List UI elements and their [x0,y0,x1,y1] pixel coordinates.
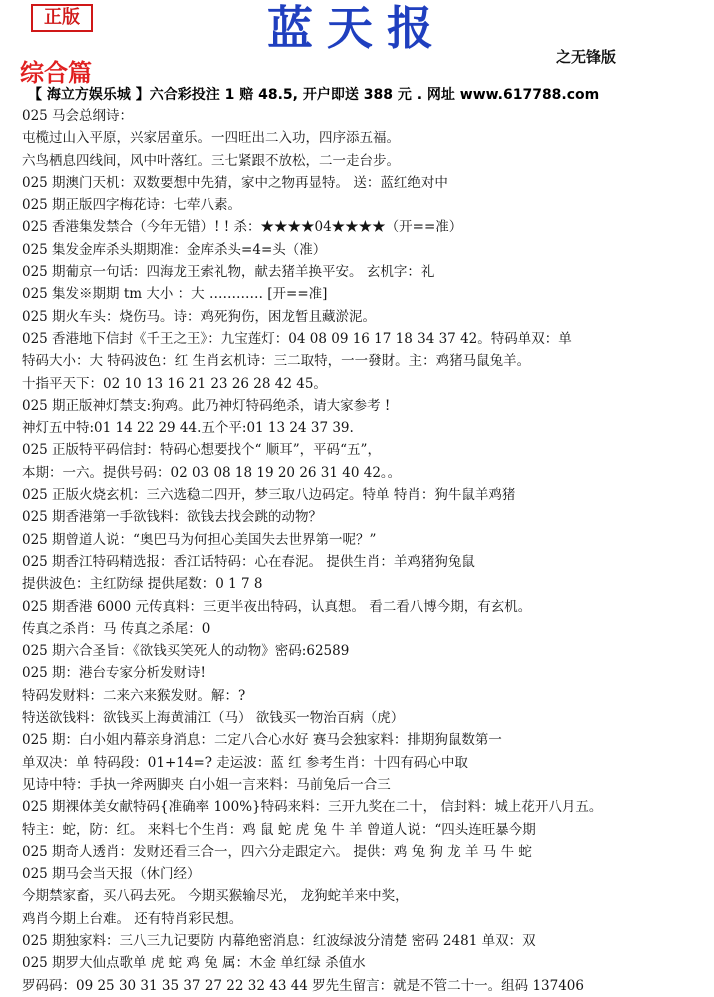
content-line: 传真之杀肖：马 传真之杀尾：0 [22,620,211,637]
content-line: 屯榄过山入平原，兴家居童乐。一四旺出二入功，四序添五福。 [22,130,400,147]
content-line: 025 香港地下信封《千王之王》：九宝莲灯：04 08 09 16 17 18 34 37 42。特码单双：单 [22,330,572,347]
content-line: 025 正版火烧玄机：三六选稳二四开，梦三取八边码定。特单 特肖：狗牛鼠羊鸡猪 [22,487,516,504]
content-line: 特送欲钱料：欲钱买上海黄浦江（马） 欲钱买一物治百病（虎） [22,710,405,727]
content-line: 025 期马会当天报（休门经） [22,866,201,883]
content-line: 025 期葡京一句话：四海龙王索礼物，献去猪羊换平安。 玄机字：礼 [22,264,435,281]
content-line: 特码大小：大 特码波色：红 生肖玄机诗：三二取特，一一發財。主：鸡猪马鼠兔羊。 [22,353,531,370]
content-line: 025 集发※期期 tm 大小 ：大 ………… [开==准] [22,286,328,303]
section-heading: 综合篇 [20,58,92,87]
content-line: 025 期：白小姐内幕亲身消息：二定八合心水好 赛马会独家料：排期狗鼠数第一 [22,732,502,749]
content-line: 罗码码：09 25 30 31 35 37 27 22 32 43 44 罗先生留言：就是不管二十一。组码 137406 [22,977,584,994]
content-line: 鸡肖今期上台难。 还有特肖彩民想。 [22,910,243,927]
content-line: 025 马会总纲诗： [22,108,134,124]
content-line: 025 期香港第一手欲钱料：欲钱去找会跳的动物？ [22,509,323,526]
content-line: 025 集发金库杀头期期准：金库杀头=4=头（准） [22,241,327,258]
content-line: 025 期裸体美女献特码{准确率 100%}特码来料：三开九奖在二十， 信封料：城上花开八月五。 [22,799,603,816]
content-line: 见诗中特：手执一斧两脚夹 白小姐一言来料：马前兔后一合三 [22,776,391,793]
content-line: 025 正版特平码信封：特码心想要找个“ 顺耳”，平码“五”， [22,442,381,459]
content-line: 特码发财料：二来六来猴发财。解：? [22,687,246,704]
content-line: 025 期正版四字梅花诗：七荦八素。 [22,197,242,214]
content-line: 025 期独家料：三八三九记要防 内幕绝密消息：红波绿波分清楚 密码 2481 单双：双 [22,932,536,949]
content-line: 神灯五中特:01 14 22 29 44.五个平:01 13 24 37 39. [22,420,354,437]
page-title: 蓝天报 [267,1,447,55]
ad-banner: 【 海立方娱乐城 】六合彩投注 1 赔 48.5, 开户即送 388 元 . 网址 www.617788.com [28,87,600,103]
content-line: 本期：一六。提供号码：02 03 08 18 19 20 26 31 40 42。。 [22,464,402,481]
edition-subtitle: 之无锋版 [556,48,617,66]
content-line: 025 期正版神灯禁支:狗鸡。此乃神灯特码绝杀，请大家参考 ! [22,397,391,414]
content-line: 025 期罗大仙点歌单 虎 蛇 鸡 兔 属：木金 单红绿 杀值水 [22,955,366,972]
content-line: 025 期：港台专家分析发财诗! [22,665,206,682]
content-line: 今期禁家畜，买八码去死。 今期买猴输尽光， 龙狗蛇羊来中奖， [22,888,409,905]
content-line: 025 期六合圣旨：《欲钱买笑死人的动物》密码:62589 [22,643,350,660]
content-line: 提供波色：主红防绿 提供尾数：0 1 7 8 [22,576,263,593]
authentic-stamp: 正版 [31,4,93,32]
content-line: 025 期澳门天机：双数要想中先猜，家中之物再显特。 送：蓝红绝对中 [22,174,448,191]
content-line: 十指平天下：02 10 13 16 21 23 26 28 42 45。 [22,375,327,392]
content-line: 025 期香江特码精选报：香江话特码：心在春泥。 提供生肖：羊鸡猪狗兔鼠 [22,553,475,570]
content-line: 025 期奇人透肖：发财还看三合一，四六分走跟定六。 提供：鸡 兔 狗 龙 羊 马 牛 蛇 [22,843,532,860]
content-line: 025 期曾道人说：“奥巴马为何担心美国失去世界第一呢？” [22,531,377,548]
content-line: 025 期香港 6000 元传真料：三更半夜出特码，认真想。 看二看八博今期，有玄机。 [22,598,532,615]
content-line: 六鸟栖息四线间，风中叶落红。三七紧跟不放松，二一走台步。 [22,152,400,169]
content-line: 单双决：单 特码段：01+14=? 走运波：蓝 红 参考生肖：十四有码心中取 [22,754,468,771]
content-line: 特主：蛇，防：红。 来料七个生肖：鸡 鼠 蛇 虎 兔 牛 羊 曾道人说：“四头连旺暴今期 [22,821,536,838]
content-line: 025 期火车头：烧伤马。诗：鸡死狗伤，困龙暂且藏淤泥。 [22,308,377,325]
content-line: 025 香港集发禁合（今年无错）! ! 杀：★★★★04★★★★（开==准） [22,219,463,236]
content-body [22,105,712,997]
